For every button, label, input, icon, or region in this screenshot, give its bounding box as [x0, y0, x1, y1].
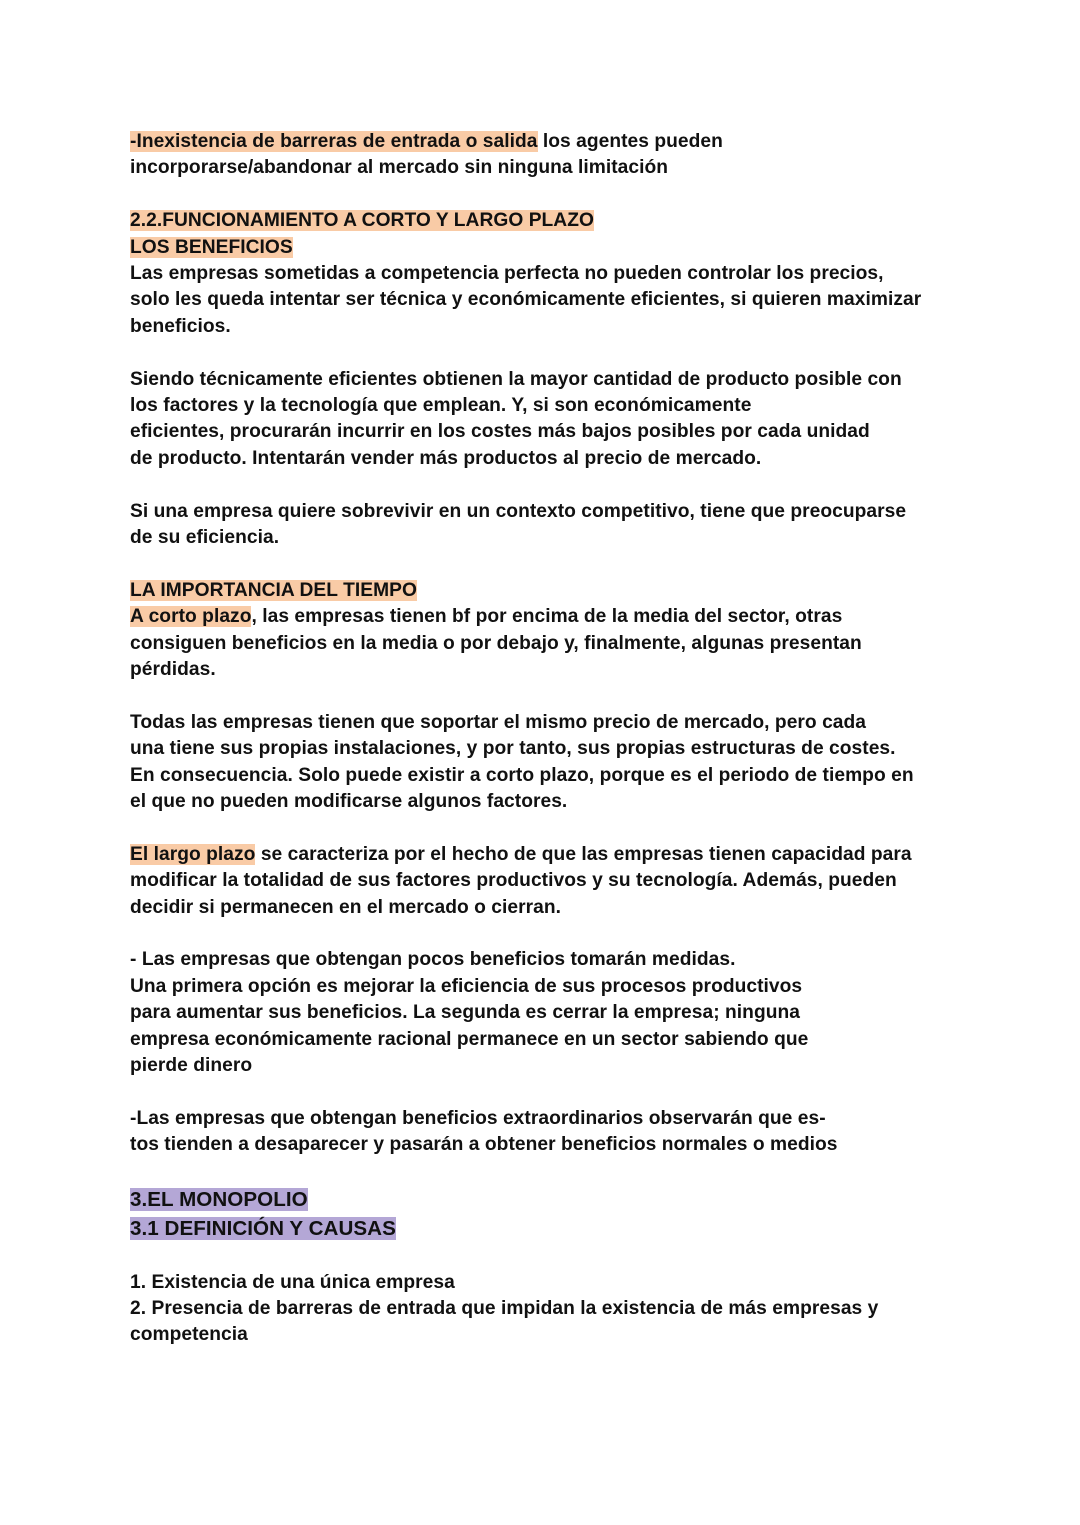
funcionamiento-heading: 2.2.FUNCIONAMIENTO A CORTO Y LARGO PLAZO [130, 210, 594, 232]
paragraph-line: una tiene sus propias instalaciones, y por tanto, sus propias estructuras de costes. [130, 738, 896, 760]
paragraph-line: consiguen beneficios en la media o por debajo y, finalmente, algunas presentan [130, 632, 862, 654]
list-item: competencia [130, 1324, 248, 1346]
definicion-subheading: 3.1 DEFINICIÓN Y CAUSAS [130, 1217, 396, 1241]
paragraph-line: pierde dinero [130, 1055, 253, 1077]
list-item: 2. Presencia de barreras de entrada que impidan la existencia de más empresas y [130, 1297, 879, 1319]
paragraph-line: para aumentar sus beneficios. La segunda es cerrar la empresa; ninguna [130, 1002, 800, 1024]
corto-plazo-line-1: A corto plazo, las empresas tienen bf por encima de la media del sector, otras [130, 606, 843, 628]
paragraph-line: eficientes, procurarán incurrir en los costes más bajos posibles por cada unidad [130, 421, 870, 443]
barreras-highlight: -Inexistencia de barreras de entrada o salida [130, 131, 538, 152]
paragraph-line: pérdidas. [130, 659, 216, 681]
barreras-line-1-rest: los agentes pueden [537, 131, 723, 152]
paragraph-line: de producto. Intentarán vender más productos al precio de mercado. [130, 447, 762, 469]
paragraph-line: Las empresas sometidas a competencia perfecta no pueden controlar los precios, [130, 263, 884, 285]
paragraph-line: beneficios. [130, 315, 231, 337]
barreras-line-2: incorporarse/abandonar al mercado sin ninguna limitación [130, 157, 669, 179]
paragraph-line: Si una empresa quiere sobrevivir en un contexto competitivo, tiene que preocuparse [130, 500, 907, 522]
paragraph-line: En consecuencia. Solo puede existir a corto plazo, porque es el periodo de tiempo en [130, 764, 914, 786]
paragraph-line: Todas las empresas tienen que soportar el mismo precio de mercado, pero cada [130, 711, 867, 733]
paragraph-line: de su eficiencia. [130, 527, 280, 549]
paragraph-line: -Las empresas que obtengan beneficios extraordinarios observarán que es- [130, 1107, 826, 1129]
paragraph-line: tos tienden a desaparecer y pasarán a obtener beneficios normales o medios [130, 1134, 838, 1156]
paragraph-line: empresa económicamente racional permanece en un sector sabiendo que [130, 1028, 809, 1050]
paragraph-line: - Las empresas que obtengan pocos beneficios tomarán medidas. [130, 949, 736, 971]
monopolio-heading: 3.EL MONOPOLIO [130, 1188, 308, 1212]
paragraph-line: el que no pueden modificarse algunos factores. [130, 791, 568, 813]
paragraph-line: los factores y la tecnología que emplean. Y, si son económicamente [130, 395, 752, 417]
tiempo-heading: LA IMPORTANCIA DEL TIEMPO [130, 579, 417, 601]
largo-plazo-highlight: El largo plazo [130, 843, 256, 865]
paragraph-line: decidir si permanecen en el mercado o cierran. [130, 896, 562, 918]
paragraph-line: solo les queda intentar ser técnica y económicamente eficientes, si quieren maximizar [130, 289, 922, 311]
beneficios-subheading: LOS BENEFICIOS [130, 236, 293, 258]
paragraph-line: modificar la totalidad de sus factores productivos y su tecnología. Además, pueden [130, 870, 897, 892]
document-page [130, 129, 960, 1349]
list-item: 1. Existencia de una única empresa [130, 1271, 455, 1293]
largo-plazo-line-1: El largo plazo se caracteriza por el hecho de que las empresas tienen capacidad para [130, 843, 912, 865]
corto-plazo-highlight: A corto plazo [130, 606, 252, 628]
barreras-line-1 [130, 129, 960, 155]
paragraph-line: Una primera opción es mejorar la eficiencia de sus procesos productivos [130, 975, 803, 997]
paragraph-line: Siendo técnicamente eficientes obtienen la mayor cantidad de producto posible con [130, 368, 902, 390]
